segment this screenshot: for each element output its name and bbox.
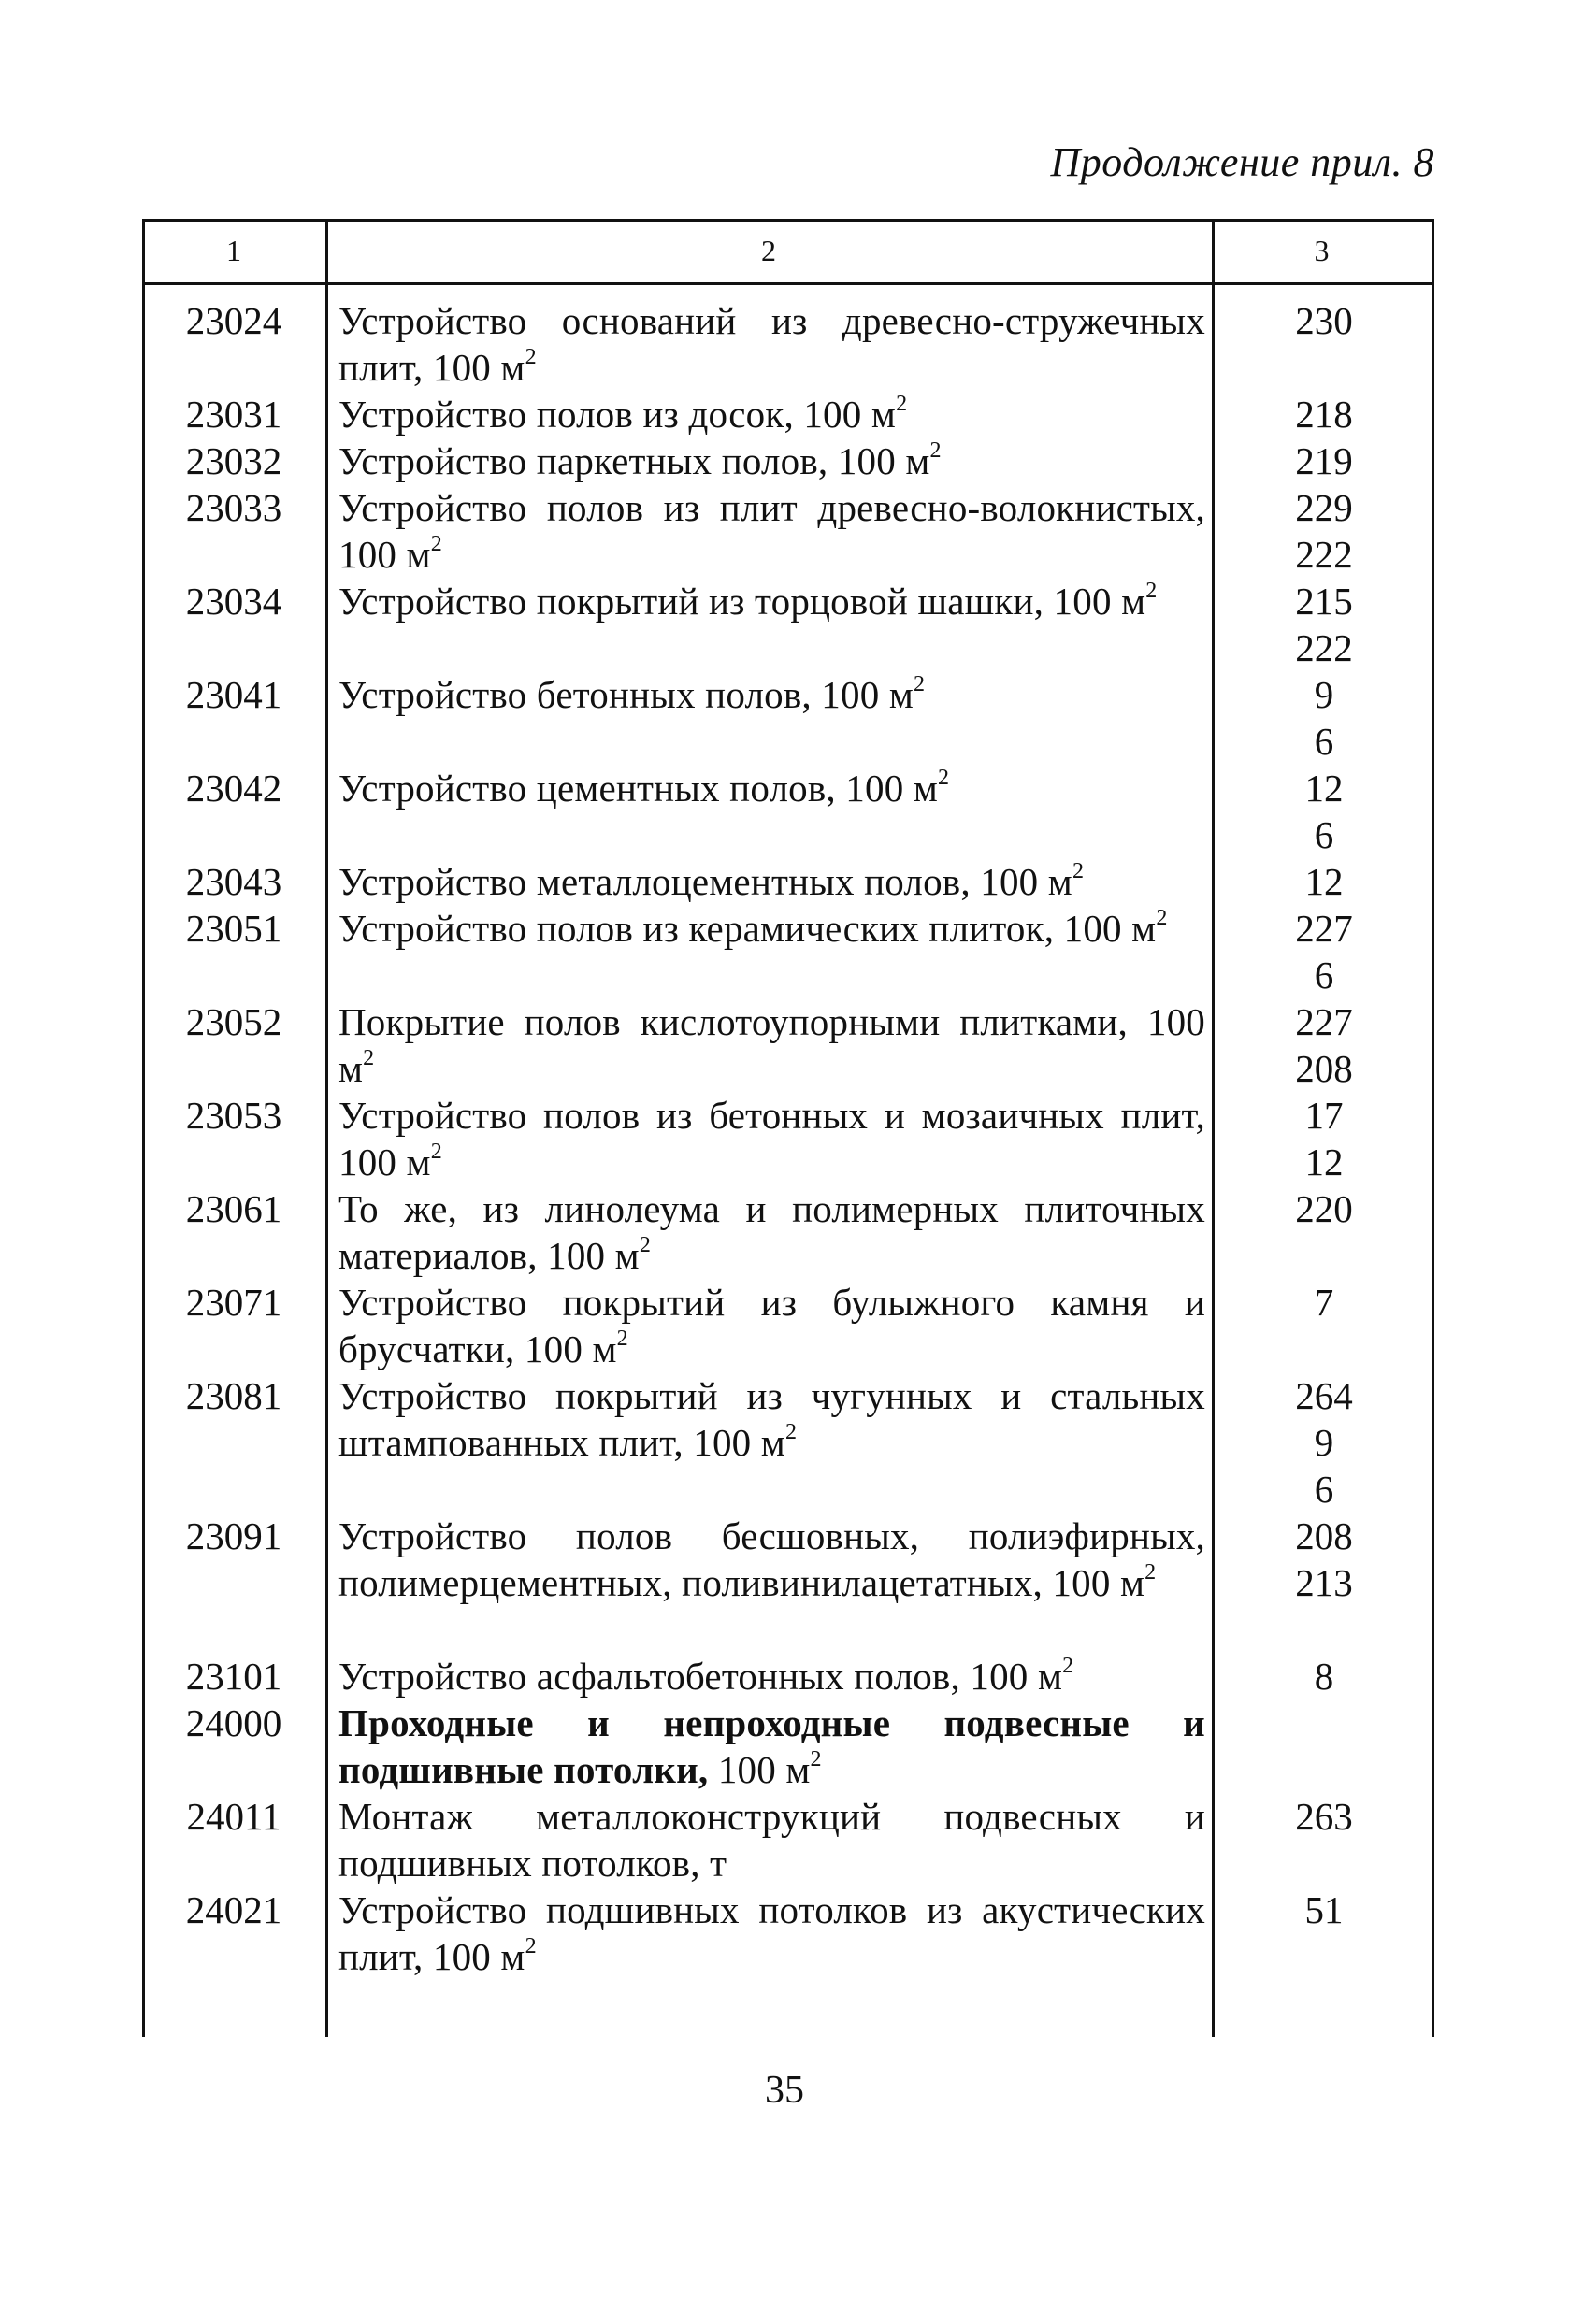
row-value: 227	[1295, 907, 1353, 950]
row-description-text: Монтаж металлоконструкций подвесных и подшивных потолков, т	[338, 1795, 1205, 1885]
row-code: 23052	[185, 1000, 282, 1043]
unit-superscript: 2	[1145, 579, 1158, 603]
table-row	[142, 1279, 1434, 1372]
row-values	[1219, 1185, 1423, 1232]
row-description-text: Устройство цементных полов, 100 м	[338, 767, 938, 810]
row-values	[1219, 1886, 1423, 1933]
row-description-text: Устройство полов из бетонных и мозаичных плит, 100 м	[338, 1094, 1205, 1184]
unit-superscript: 2	[810, 1747, 822, 1772]
row-values	[1219, 578, 1423, 671]
table-row	[142, 484, 1434, 578]
row-description	[338, 858, 1205, 905]
row-value: 12	[1304, 1140, 1344, 1184]
row-description	[338, 1793, 1205, 1886]
row-value: 12	[1304, 860, 1344, 903]
column-header-2: 2	[761, 233, 776, 267]
row-description-text: Устройство оснований из древесно-стружечных плит, 100 м	[338, 299, 1205, 389]
unit-superscript: 2	[525, 345, 537, 369]
row-description	[338, 1513, 1205, 1606]
unit-superscript: 2	[1062, 1654, 1074, 1678]
row-description	[338, 765, 1205, 811]
row-values	[1219, 297, 1423, 344]
row-value: 263	[1295, 1795, 1353, 1838]
row-description	[338, 391, 1205, 438]
row-description-text: Устройство металлоцементных полов, 100 м	[338, 860, 1072, 903]
row-description-text: Устройство подшивных потолков из акустических плит, 100 м	[338, 1888, 1205, 1978]
row-value: 219	[1295, 439, 1353, 482]
row-code: 24021	[185, 1888, 282, 1931]
row-code: 23091	[185, 1514, 282, 1557]
row-description-text: Покрытие полов кислотоупорными плитками, 100 м	[338, 1000, 1205, 1090]
row-values	[1219, 1372, 1423, 1513]
row-values	[1219, 1092, 1423, 1185]
unit-superscript: 2	[784, 1420, 798, 1444]
row-values	[1219, 671, 1423, 765]
row-value: 9	[1314, 673, 1334, 716]
row-values	[1219, 998, 1423, 1092]
row-description-unit: 100 м	[708, 1748, 811, 1791]
row-value: 218	[1295, 393, 1353, 436]
row-code: 23043	[185, 860, 282, 903]
row-value: 222	[1295, 626, 1353, 669]
table-body	[142, 297, 1434, 1980]
table-row	[142, 391, 1434, 438]
data-table	[142, 219, 1434, 2037]
table-row	[142, 578, 1434, 671]
row-code: 23071	[185, 1281, 282, 1324]
row-description-text: Устройство покрытий из чугунных и стальных штампованных плит, 100 м	[338, 1374, 1205, 1464]
row-description-text: Устройство полов из керамических плиток, 100 м	[338, 907, 1157, 950]
row-description-text: Устройство полов из досок, 100 м	[338, 393, 897, 436]
unit-superscript: 2	[938, 766, 950, 790]
row-value: 6	[1314, 720, 1334, 763]
row-value: 264	[1295, 1374, 1353, 1417]
row-description	[338, 1372, 1205, 1466]
row-description	[338, 484, 1205, 578]
table-row	[142, 765, 1434, 858]
unit-superscript: 2	[929, 438, 942, 463]
row-values	[1219, 391, 1423, 438]
row-description	[338, 671, 1205, 718]
row-code: 23032	[185, 439, 282, 482]
header-bottom-rule	[142, 282, 1434, 285]
row-description-text: Проходные и непроходные подвесные и подшивные потолки,	[338, 1701, 1205, 1791]
unit-superscript: 2	[616, 1327, 628, 1351]
unit-superscript: 2	[1144, 1560, 1157, 1585]
row-description-text: Устройство покрытий из булыжного камня и брусчатки, 100 м	[338, 1281, 1205, 1370]
table-row	[142, 671, 1434, 765]
row-code: 23101	[185, 1655, 282, 1698]
table-row	[142, 998, 1434, 1092]
table-row	[142, 297, 1434, 391]
table-row	[142, 1092, 1434, 1185]
row-value: 8	[1314, 1655, 1334, 1698]
row-value: 230	[1295, 299, 1353, 342]
row-description	[338, 1886, 1205, 1980]
row-value: 208	[1295, 1514, 1353, 1557]
row-description	[338, 297, 1205, 391]
row-code: 23053	[185, 1094, 282, 1137]
row-value: 6	[1314, 1468, 1334, 1511]
row-code: 23033	[185, 486, 282, 529]
row-code: 24000	[185, 1701, 282, 1744]
row-values	[1219, 858, 1423, 905]
row-value: 215	[1295, 580, 1353, 623]
row-code: 23031	[185, 393, 282, 436]
row-values	[1219, 484, 1423, 578]
row-code: 23051	[185, 907, 282, 950]
unit-superscript: 2	[525, 1934, 537, 1958]
table-row	[142, 1793, 1434, 1886]
unit-superscript: 2	[1156, 906, 1168, 930]
row-description	[338, 1092, 1205, 1185]
unit-superscript: 2	[363, 1046, 375, 1070]
page-number: 35	[765, 2069, 804, 2112]
row-description-text: Устройство асфальтобетонных полов, 100 м	[338, 1655, 1063, 1698]
row-value: 220	[1295, 1187, 1353, 1230]
table-row	[142, 1372, 1434, 1513]
row-values	[1219, 438, 1423, 484]
table-row	[142, 1185, 1434, 1279]
row-description	[338, 998, 1205, 1092]
unit-superscript: 2	[639, 1233, 652, 1257]
unit-superscript: 2	[430, 1140, 442, 1164]
row-values	[1219, 1513, 1423, 1606]
row-code: 24011	[186, 1795, 281, 1838]
column-header-3: 3	[1314, 233, 1330, 267]
table-row	[142, 1700, 1434, 1793]
row-values	[1219, 765, 1423, 858]
row-value: 17	[1304, 1094, 1344, 1137]
row-description-text: Устройство бетонных полов, 100 м	[338, 673, 914, 716]
row-description	[338, 1653, 1205, 1700]
row-code: 23041	[185, 673, 282, 716]
row-description	[338, 1700, 1205, 1793]
unit-superscript: 2	[914, 672, 926, 696]
table-row	[142, 1513, 1434, 1653]
row-code: 23024	[185, 299, 282, 342]
row-values	[1219, 905, 1423, 998]
table-row	[142, 905, 1434, 998]
row-code: 23034	[185, 580, 282, 623]
row-value: 12	[1304, 767, 1344, 810]
unit-superscript: 2	[896, 392, 908, 416]
row-description-text: Устройство полов бесшовных, полиэфирных, полимерцементных, поливинилацетатных, 100 м	[338, 1514, 1205, 1604]
row-description-text: Устройство покрытий из торцовой шашки, 100 м	[338, 580, 1146, 623]
row-value: 222	[1295, 533, 1353, 576]
table-row	[142, 1886, 1434, 1980]
row-value: 229	[1295, 486, 1353, 529]
row-values	[1219, 1653, 1423, 1700]
table-row	[142, 1653, 1434, 1700]
table-row	[142, 438, 1434, 484]
row-value: 7	[1314, 1281, 1334, 1324]
row-description-text: То же, из линолеума и полимерных плиточных материалов, 100 м	[338, 1187, 1205, 1277]
row-value: 213	[1295, 1561, 1353, 1604]
table-row	[142, 858, 1434, 905]
row-value: 51	[1304, 1888, 1344, 1931]
row-description-text: Устройство паркетных полов, 100 м	[338, 439, 930, 482]
row-description	[338, 905, 1205, 952]
row-code: 23081	[185, 1374, 282, 1417]
continuation-caption: Продолжение прил. 8	[1050, 139, 1434, 185]
row-description	[338, 1279, 1205, 1372]
unit-superscript: 2	[430, 532, 442, 556]
row-description	[338, 578, 1205, 624]
row-value: 208	[1295, 1047, 1353, 1090]
row-value: 9	[1314, 1421, 1334, 1464]
row-code: 23042	[185, 767, 282, 810]
row-description	[338, 438, 1205, 484]
row-values	[1219, 1793, 1423, 1840]
column-header-1: 1	[226, 233, 241, 267]
row-value: 6	[1314, 813, 1334, 856]
row-description	[338, 1185, 1205, 1279]
row-value: 227	[1295, 1000, 1353, 1043]
row-values	[1219, 1279, 1423, 1326]
row-code: 23061	[185, 1187, 282, 1230]
row-description-text: Устройство полов из плит древесно-волокнистых, 100 м	[338, 486, 1205, 576]
row-value: 6	[1314, 954, 1334, 997]
unit-superscript: 2	[1072, 859, 1085, 883]
